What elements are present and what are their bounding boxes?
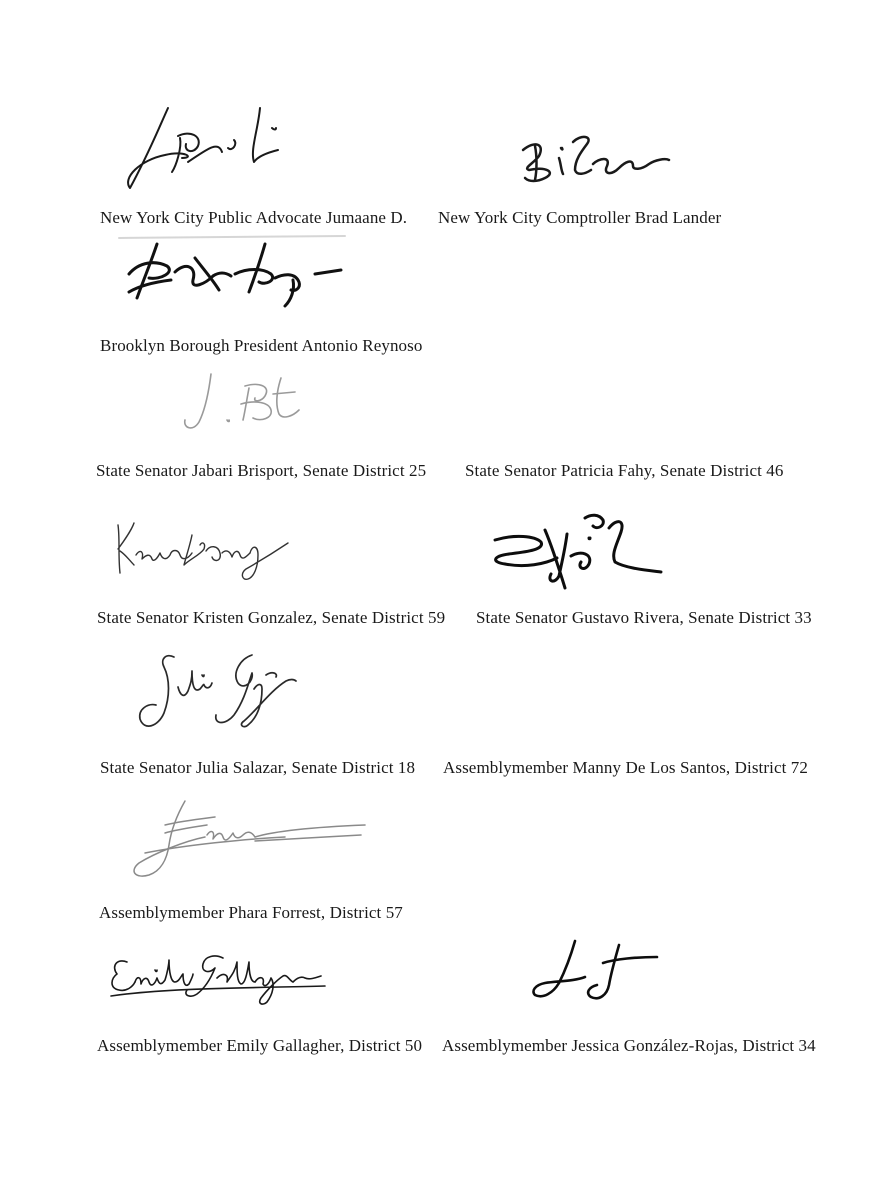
signature-brad-lander [515,130,680,190]
signatory-name: New York City Comptroller Brad Lander [438,208,722,227]
signature-jessica-gonzalez-rojas [525,935,665,1010]
signatory-name: State Senator Gustavo Rivera, Senate District 33 [476,608,812,627]
signatory-name: Assemblymember Emily Gallagher, District 50 [97,1036,423,1055]
signature-julia-salazar [130,645,300,740]
signatory-name: State Senator Kristen Gonzalez, Senate District 59 [97,608,446,627]
signature-phara-forrest [125,795,370,885]
signature-gustavo-rivera [485,510,670,600]
signatory-name: State Senator Julia Salazar, Senate District 18 [100,758,416,777]
signatory-name: Assemblymember Phara Forrest, District 57 [99,903,403,922]
signature-kristen-gonzalez [110,515,295,585]
signature-jumaane-williams [110,100,290,195]
signatory-name: State Senator Patricia Fahy, Senate District 46 [465,461,784,480]
signatory-name: New York City Public Advocate Jumaane D. [100,208,408,227]
signatory-name: State Senator Jabari Brisport, Senate District 25 [96,461,427,480]
signatory-name: Brooklyn Borough President Antonio Reynoso [100,336,423,355]
signature-emily-gallagher [105,948,330,1008]
signature-antonio-reynoso [115,232,350,317]
signatory-name: Assemblymember Jessica González-Rojas, District 34 [442,1036,816,1055]
signature-jabari-brisport [175,368,310,438]
signatory-name: Assemblymember Manny De Los Santos, District 72 [443,758,808,777]
